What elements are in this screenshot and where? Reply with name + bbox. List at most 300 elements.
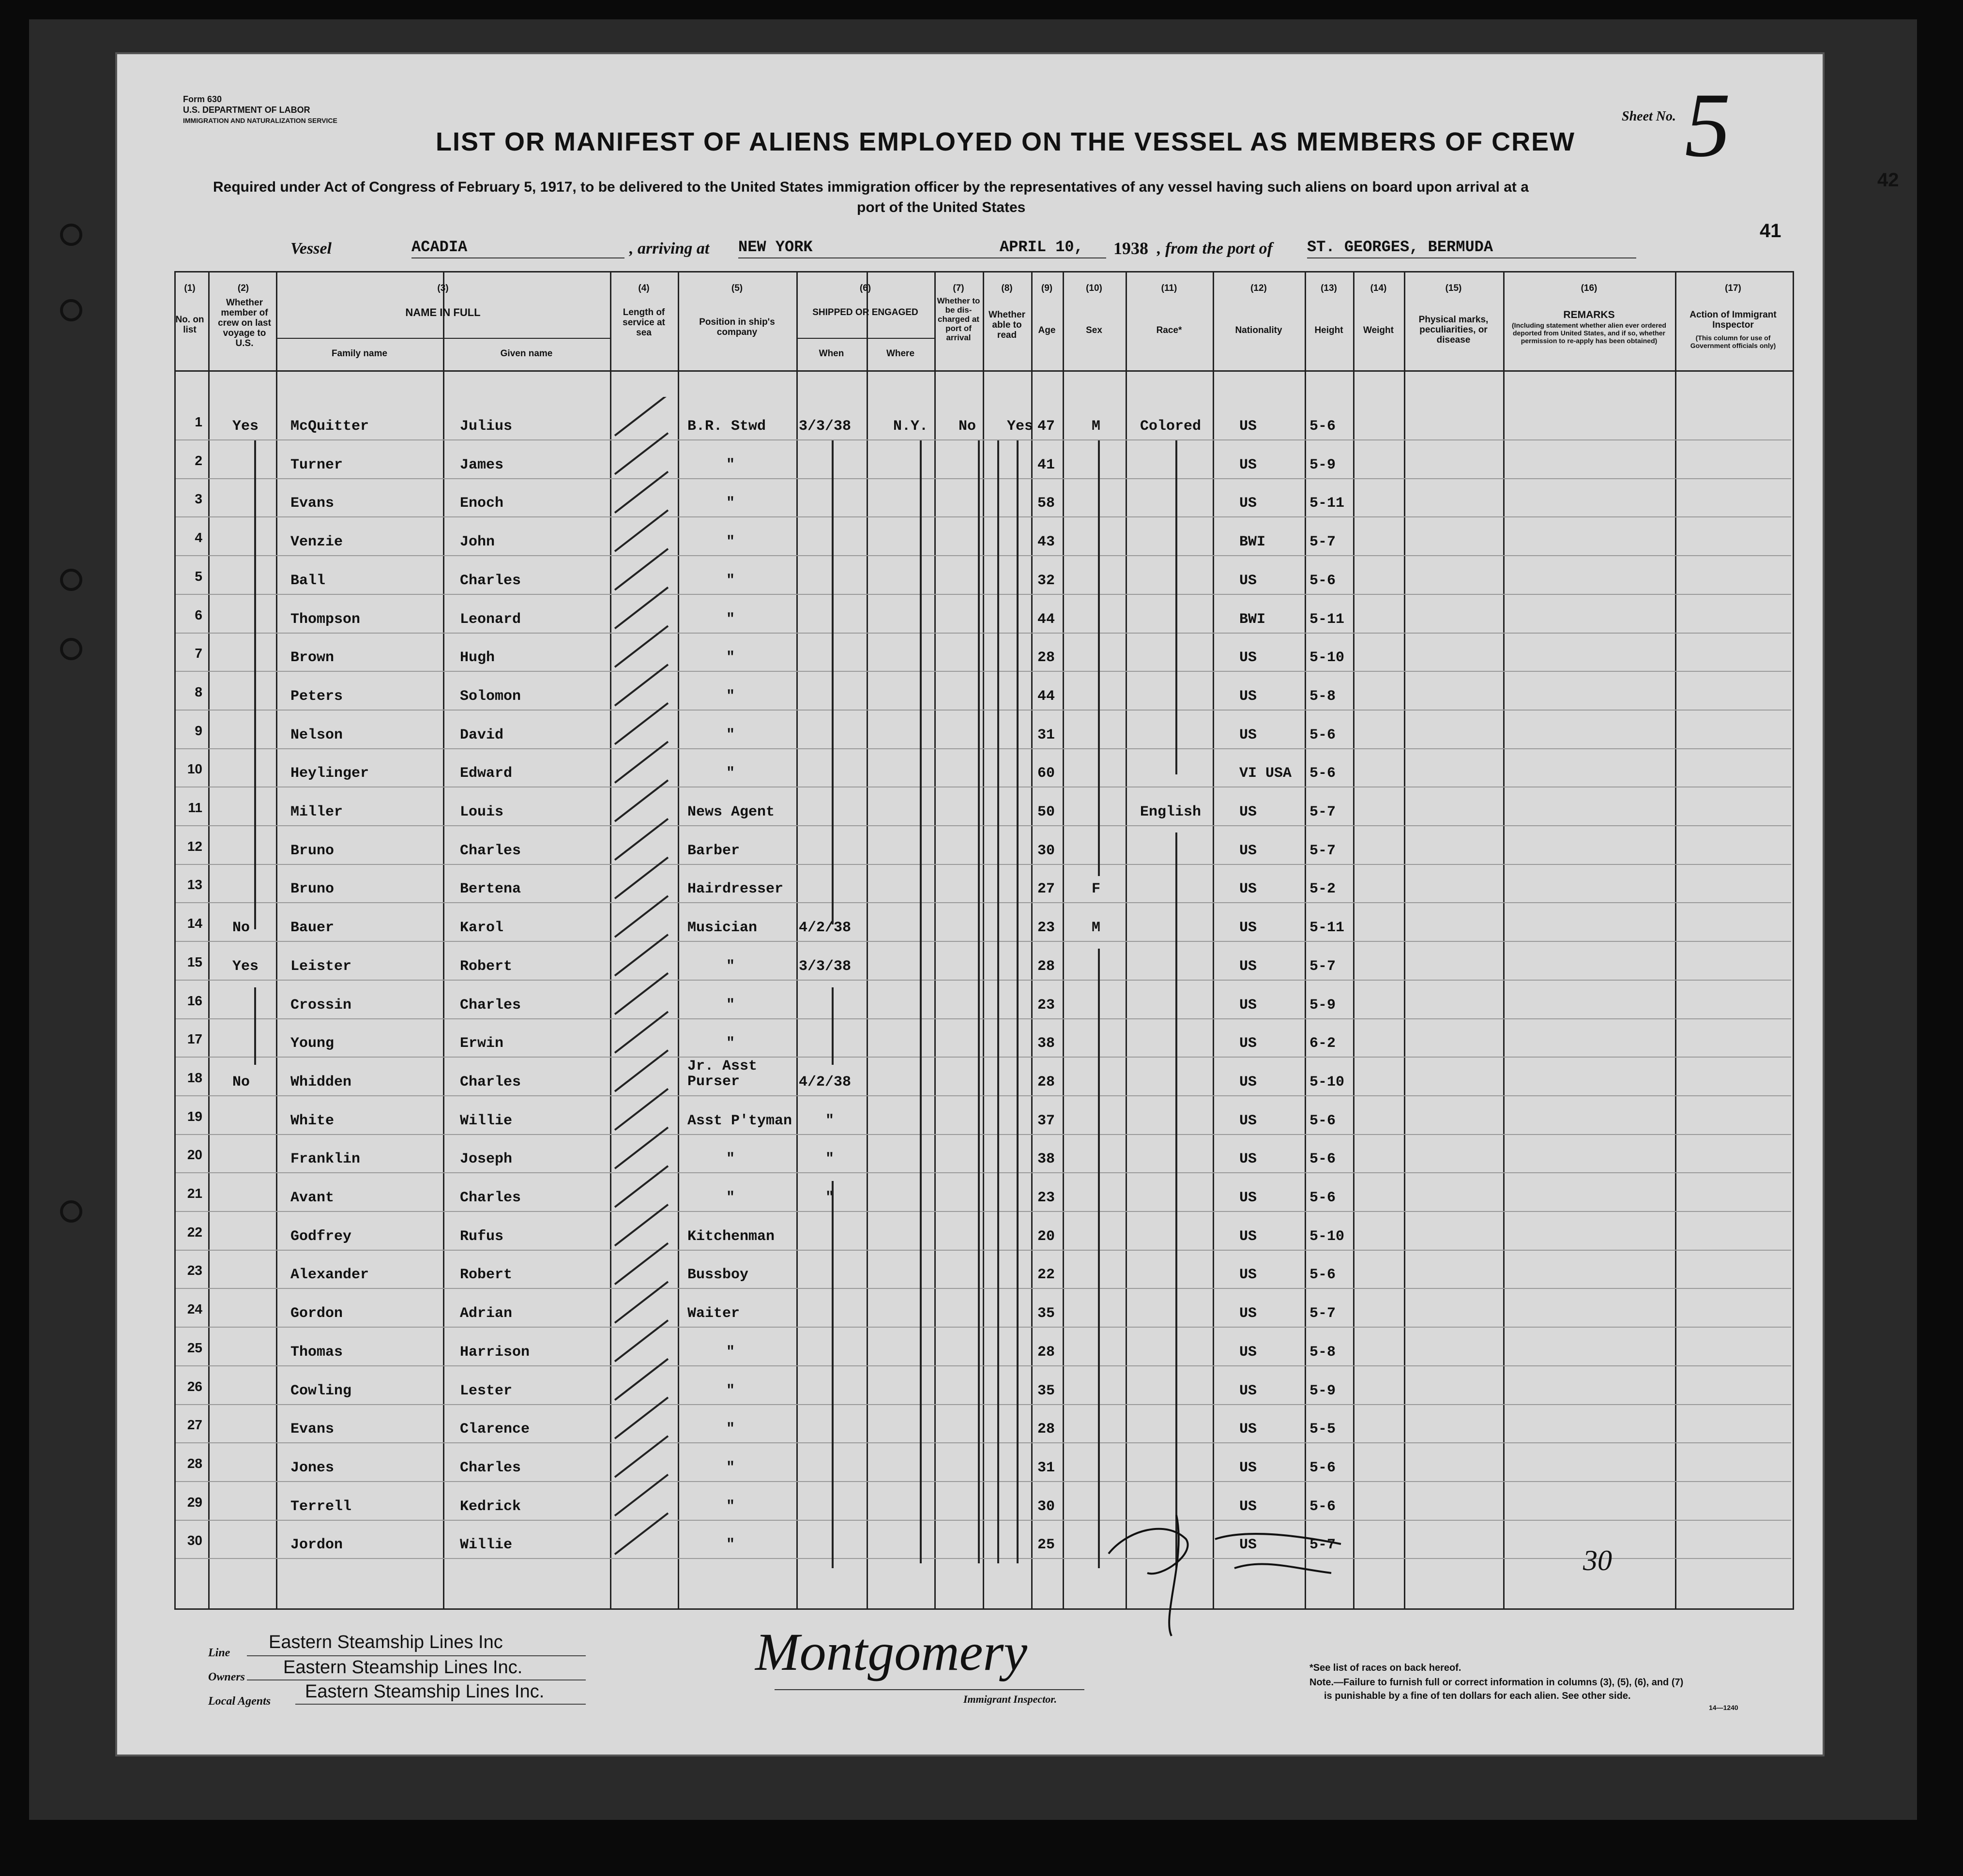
- col-16-number: (16): [1581, 283, 1598, 293]
- col-3-number: (3): [437, 283, 449, 293]
- column-divider: [983, 271, 984, 1608]
- age-cell: 35: [1037, 1382, 1055, 1399]
- col-header-height: Height: [1314, 325, 1343, 335]
- row-rule: [176, 671, 1791, 672]
- height-cell: 5-2: [1309, 881, 1336, 898]
- age-cell: 20: [1037, 1228, 1055, 1245]
- shipped-where-cell: N.Y.: [893, 418, 928, 435]
- service-slash: [615, 1475, 668, 1516]
- row-rule: [176, 980, 1791, 981]
- given-name-cell: Harrison: [460, 1344, 530, 1361]
- given-name-cell: Julius: [460, 418, 513, 435]
- given-name-cell: Willie: [460, 1537, 513, 1554]
- nationality-cell: VI USA: [1239, 765, 1292, 782]
- row-number: 21: [187, 1186, 202, 1201]
- ditto-stroke: [254, 440, 256, 929]
- nationality-cell: BWI: [1239, 611, 1266, 628]
- binder-hole: [60, 299, 82, 321]
- column-divider: [1063, 271, 1064, 1608]
- height-cell: 5-6: [1309, 765, 1336, 782]
- position-cell: ": [726, 688, 735, 705]
- given-name-cell: Edward: [460, 765, 513, 782]
- service-slash: [615, 665, 668, 706]
- col-header-position: Position in ship's company: [699, 317, 775, 337]
- position-cell: ": [726, 765, 735, 782]
- shipped-when-cell: 3/3/38: [799, 958, 852, 975]
- service-slash: [615, 626, 668, 667]
- col-header-physical: Physical marks, peculiarities, or disease: [1418, 315, 1489, 345]
- row-number: 30: [187, 1533, 202, 1548]
- inspector-signature: Montgomery: [755, 1622, 1028, 1681]
- given-name-cell: Charles: [460, 997, 521, 1014]
- row-rule: [176, 1481, 1791, 1482]
- nationality-cell: US: [1239, 1421, 1257, 1438]
- nationality-cell: US: [1239, 1151, 1257, 1168]
- col-17-number: (17): [1725, 283, 1741, 293]
- col-1-number: (1): [184, 283, 196, 293]
- sheet-number: 5: [1685, 75, 1731, 176]
- service-slash: [615, 510, 668, 551]
- given-name-cell: Enoch: [460, 495, 504, 512]
- arriving-label: , arriving at: [629, 240, 710, 257]
- sex-cell: M: [1092, 418, 1101, 435]
- height-cell: 5-7: [1309, 1537, 1336, 1554]
- row-number: 22: [187, 1224, 202, 1240]
- given-name-cell: Adrian: [460, 1305, 513, 1322]
- service-slash: [615, 1050, 668, 1091]
- family-name-cell: Godfrey: [290, 1228, 352, 1245]
- service-slash: [615, 780, 668, 821]
- age-cell: 60: [1037, 765, 1055, 782]
- row-number: 4: [195, 530, 202, 545]
- row-rule: [176, 1057, 1791, 1058]
- family-name-cell: Bruno: [290, 881, 335, 898]
- service-slash: [615, 1436, 668, 1477]
- service-slash: [615, 471, 668, 513]
- position-cell: ": [726, 1459, 735, 1476]
- service-slash: [615, 741, 668, 783]
- column-divider: [934, 271, 936, 1608]
- service-slash: [615, 1205, 668, 1246]
- form-code: 14—1240: [1709, 1704, 1738, 1711]
- age-cell: 31: [1037, 1459, 1055, 1476]
- family-name-cell: Nelson: [290, 726, 343, 743]
- height-cell: 5-6: [1309, 418, 1336, 435]
- column-divider: [1675, 271, 1676, 1608]
- height-cell: 5-9: [1309, 997, 1336, 1014]
- height-cell: 5-11: [1309, 495, 1345, 512]
- position-cell: ": [726, 726, 735, 743]
- column-divider: [867, 271, 868, 1608]
- row-rule: [176, 864, 1791, 865]
- underline: [247, 1655, 586, 1656]
- family-name-cell: Franklin: [290, 1151, 361, 1168]
- row-rule: [176, 478, 1791, 479]
- service-slash: [615, 1320, 668, 1362]
- margin-note: 30: [1583, 1544, 1612, 1576]
- col-header-length-service: Length of service at sea: [623, 307, 665, 338]
- departure-port: ST. GEORGES, BERMUDA: [1307, 238, 1493, 256]
- from-port-label: , from the port of: [1157, 240, 1273, 257]
- family-name-cell: Turner: [290, 456, 343, 473]
- sheet-label: Sheet No.: [1622, 109, 1676, 124]
- nationality-cell: US: [1239, 1382, 1257, 1399]
- age-cell: 38: [1037, 1151, 1055, 1168]
- position-cell: B.R. Stwd: [687, 418, 766, 435]
- family-name-cell: Alexander: [290, 1267, 369, 1284]
- column-divider: [443, 271, 444, 1608]
- row-number: 6: [195, 607, 202, 622]
- subtitle-line-1: Required under Act of Congress of February 5, 1917, to be delivered to the United States immigration officer by the representatives of any vessel having such aliens on board upon arrival at a: [213, 179, 1529, 195]
- age-cell: 38: [1037, 1035, 1055, 1052]
- given-name-cell: Charles: [460, 572, 521, 589]
- age-cell: 31: [1037, 726, 1055, 743]
- col-header-sex: Sex: [1086, 325, 1102, 335]
- given-name-cell: Robert: [460, 1267, 513, 1284]
- height-cell: 5-6: [1309, 1190, 1336, 1206]
- col-header-action: Action of Immigrant Inspector: [1689, 310, 1777, 330]
- position-cell: ": [726, 1421, 735, 1438]
- family-name-cell: Avant: [290, 1190, 335, 1206]
- ditto-stroke: [1175, 832, 1177, 1568]
- row-rule: [176, 1365, 1791, 1366]
- margin-number-41: 41: [1760, 220, 1781, 242]
- age-cell: 32: [1037, 572, 1055, 589]
- row-rule: [176, 1288, 1791, 1289]
- column-divider: [1031, 271, 1033, 1608]
- age-cell: 41: [1037, 456, 1055, 473]
- service-slashes: [600, 397, 687, 1583]
- row-number: 15: [187, 954, 202, 969]
- ditto-stroke: [997, 440, 999, 1563]
- row-rule: [176, 941, 1791, 942]
- position-cell: ": [726, 1035, 735, 1052]
- row-rule: [176, 748, 1791, 749]
- service-slash: [615, 433, 668, 474]
- age-cell: 23: [1037, 1190, 1055, 1206]
- given-name-cell: Karol: [460, 920, 504, 937]
- row-number: 18: [187, 1070, 202, 1085]
- nationality-cell: US: [1239, 1537, 1257, 1554]
- family-name-cell: Bauer: [290, 920, 335, 937]
- margin-number-42: 42: [1877, 169, 1899, 191]
- family-name-cell: Ball: [290, 572, 326, 589]
- underline: [247, 1679, 586, 1680]
- col-7-number: (7): [953, 283, 964, 293]
- service: IMMIGRATION AND NATURALIZATION SERVICE: [183, 117, 337, 124]
- service-slash: [615, 1089, 668, 1130]
- given-name-cell: Leonard: [460, 611, 521, 628]
- line-stamp: Eastern Steamship Lines Inc: [269, 1632, 503, 1652]
- ditto-stroke: [832, 987, 834, 1065]
- service-slash: [615, 857, 668, 898]
- age-cell: 28: [1037, 1344, 1055, 1361]
- given-name-cell: Kedrick: [460, 1498, 521, 1515]
- voyage-cell: Yes: [232, 418, 259, 435]
- height-cell: 5-10: [1309, 1074, 1345, 1090]
- nationality-cell: US: [1239, 572, 1257, 589]
- column-divider: [796, 271, 798, 1608]
- nationality-cell: US: [1239, 1074, 1257, 1090]
- nationality-cell: US: [1239, 1267, 1257, 1284]
- position-cell: ": [726, 534, 735, 551]
- age-cell: 28: [1037, 1074, 1055, 1090]
- department: U.S. DEPARTMENT OF LABOR: [183, 105, 310, 115]
- ditto-stroke: [1175, 440, 1177, 774]
- ditto-stroke: [1098, 440, 1100, 876]
- height-cell: 6-2: [1309, 1035, 1336, 1052]
- col-header-name: NAME IN FULL: [405, 306, 481, 318]
- position-cell: Musician: [687, 920, 758, 937]
- col-header-remarks-note: (Including statement whether alien ever ordered deported from United States, and if so, whether permission to re-apply has been obtained): [1512, 321, 1666, 345]
- position-cell: ": [726, 650, 735, 666]
- height-cell: 5-6: [1309, 1151, 1336, 1168]
- nationality-cell: US: [1239, 1190, 1257, 1206]
- position-cell: Kitchenman: [687, 1228, 775, 1245]
- col-15-number: (15): [1445, 283, 1462, 293]
- row-number: 11: [188, 800, 202, 815]
- voyage-cell: No: [232, 920, 250, 937]
- given-name-cell: Charles: [460, 842, 521, 859]
- ditto-stroke: [832, 440, 834, 924]
- col-header-when: When: [819, 348, 844, 359]
- family-name-cell: Whidden: [290, 1074, 352, 1090]
- service-slash: [615, 1282, 668, 1323]
- nationality-cell: US: [1239, 842, 1257, 859]
- given-name-cell: Charles: [460, 1074, 521, 1090]
- form-number: Form 630: [183, 94, 222, 104]
- service-slash: [615, 549, 668, 590]
- age-cell: 58: [1037, 495, 1055, 512]
- family-name-cell: Thomas: [290, 1344, 343, 1361]
- age-cell: 28: [1037, 1421, 1055, 1438]
- family-name-cell: Young: [290, 1035, 335, 1052]
- shipped-when-cell: 4/2/38: [799, 1074, 852, 1090]
- column-divider: [1305, 271, 1306, 1608]
- col-header-remarks: REMARKS: [1563, 309, 1615, 320]
- position-cell: ": [726, 1498, 735, 1515]
- service-slash: [615, 588, 668, 629]
- age-cell: 35: [1037, 1305, 1055, 1322]
- voyage-cell: Yes: [232, 958, 259, 975]
- column-divider: [1213, 271, 1214, 1608]
- height-cell: 5-8: [1309, 1344, 1336, 1361]
- age-cell: 23: [1037, 997, 1055, 1014]
- nationality-cell: US: [1239, 804, 1257, 820]
- family-name-cell: Leister: [290, 958, 352, 975]
- height-cell: 5-9: [1309, 456, 1336, 473]
- binder-hole: [60, 224, 82, 246]
- position-cell: ": [726, 1382, 735, 1399]
- family-name-cell: Cowling: [290, 1382, 352, 1399]
- row-rule: [176, 1404, 1791, 1405]
- given-name-cell: Robert: [460, 958, 513, 975]
- age-cell: 25: [1037, 1537, 1055, 1554]
- col-8-number: (8): [1001, 283, 1013, 293]
- ditto-stroke: [1098, 949, 1100, 1568]
- service-slash: [615, 703, 668, 744]
- height-cell: 5-6: [1309, 572, 1336, 589]
- position-cell: ": [726, 958, 735, 975]
- col-5-number: (5): [731, 283, 743, 293]
- race-cell: English: [1140, 804, 1202, 820]
- row-number: 7: [195, 646, 202, 661]
- family-name-cell: Jordon: [290, 1537, 343, 1554]
- ditto-stroke: [254, 987, 256, 1065]
- discharged-cell: No: [959, 418, 976, 435]
- given-name-cell: Clarence: [460, 1421, 530, 1438]
- nationality-cell: US: [1239, 1344, 1257, 1361]
- position-cell: ": [726, 997, 735, 1014]
- age-cell: 44: [1037, 611, 1055, 628]
- height-cell: 5-6: [1309, 1112, 1336, 1129]
- col-14-number: (14): [1370, 283, 1387, 293]
- given-name-cell: Charles: [460, 1190, 521, 1206]
- row-rule: [176, 1018, 1791, 1019]
- family-name-cell: Venzie: [290, 534, 343, 551]
- given-name-cell: Hugh: [460, 650, 495, 666]
- col-header-race: Race*: [1156, 325, 1182, 335]
- row-number: 14: [187, 916, 202, 931]
- height-cell: 5-7: [1309, 534, 1336, 551]
- row-rule: [176, 633, 1791, 634]
- given-name-cell: Lester: [460, 1382, 513, 1399]
- column-divider: [276, 271, 277, 1608]
- row-number: 2: [195, 453, 202, 468]
- age-cell: 50: [1037, 804, 1055, 820]
- subtitle-line-2: port of the United States: [857, 199, 1026, 215]
- local-agents-stamp: Eastern Steamship Lines Inc.: [305, 1681, 545, 1702]
- col-10-number: (10): [1086, 283, 1102, 293]
- row-number: 12: [187, 838, 202, 854]
- family-name-cell: Crossin: [290, 997, 352, 1014]
- nationality-cell: US: [1239, 1305, 1257, 1322]
- col-header-shipped: SHIPPED OR ENGAGED: [812, 307, 918, 318]
- row-number: 3: [195, 491, 202, 507]
- manifest-table: [174, 271, 1794, 1610]
- service-slash: [615, 1243, 668, 1284]
- nationality-cell: US: [1239, 688, 1257, 705]
- row-rule: [176, 1095, 1791, 1096]
- row-rule: [176, 825, 1791, 826]
- row-number: 23: [187, 1263, 202, 1278]
- service-slash: [615, 973, 668, 1014]
- given-name-cell: James: [460, 456, 504, 473]
- service-slash: [615, 819, 668, 860]
- age-cell: 28: [1037, 650, 1055, 666]
- nationality-cell: US: [1239, 1228, 1257, 1245]
- arrival-port: NEW YORK: [738, 238, 813, 256]
- given-name-cell: Joseph: [460, 1151, 513, 1168]
- shipped-header-rule: [796, 338, 934, 339]
- inspector-label: Immigrant Inspector.: [963, 1693, 1057, 1705]
- column-divider: [1353, 271, 1354, 1608]
- nationality-cell: US: [1239, 1459, 1257, 1476]
- height-cell: 5-9: [1309, 1382, 1336, 1399]
- service-slash: [615, 1513, 668, 1554]
- row-rule: [176, 1172, 1791, 1173]
- service-slash: [615, 1012, 668, 1053]
- height-cell: 5-7: [1309, 1305, 1336, 1322]
- nationality-cell: US: [1239, 958, 1257, 975]
- family-name-cell: Thompson: [290, 611, 361, 628]
- underline: [411, 257, 624, 258]
- row-number: 25: [187, 1340, 202, 1355]
- given-name-cell: David: [460, 726, 504, 743]
- age-cell: 30: [1037, 1498, 1055, 1515]
- row-number: 24: [187, 1301, 202, 1317]
- family-name-cell: Evans: [290, 495, 335, 512]
- nationality-cell: US: [1239, 495, 1257, 512]
- given-name-cell: Charles: [460, 1459, 521, 1476]
- nationality-cell: US: [1239, 650, 1257, 666]
- row-rule: [176, 1250, 1791, 1251]
- vessel-name: ACADIA: [411, 238, 468, 256]
- position-cell: Hairdresser: [687, 881, 784, 898]
- height-cell: 5-10: [1309, 1228, 1345, 1245]
- races-note: *See list of races on back hereof.: [1309, 1663, 1461, 1673]
- col-4-number: (4): [638, 283, 650, 293]
- line-label: Line: [208, 1647, 230, 1659]
- height-cell: 5-8: [1309, 688, 1336, 705]
- position-cell: ": [726, 572, 735, 589]
- col-header-no: No. on list: [175, 315, 204, 335]
- row-number: 8: [195, 684, 202, 699]
- shipped-when-cell: ": [825, 1151, 835, 1168]
- row-number: 19: [187, 1108, 202, 1124]
- ditto-stroke: [832, 1181, 834, 1568]
- position-cell: Bussboy: [687, 1267, 749, 1284]
- family-name-cell: McQuitter: [290, 418, 369, 435]
- race-cell: Colored: [1140, 418, 1202, 435]
- penalty-note-2: is punishable by a fine of ten dollars for each alien. See other side.: [1324, 1691, 1631, 1701]
- col-6-number: (6): [859, 283, 871, 293]
- row-rule: [176, 1134, 1791, 1135]
- nationality-cell: US: [1239, 1035, 1257, 1052]
- given-name-cell: John: [460, 534, 495, 551]
- given-name-cell: Rufus: [460, 1228, 504, 1245]
- family-name-cell: Miller: [290, 804, 343, 820]
- nationality-cell: US: [1239, 418, 1257, 435]
- height-cell: 5-11: [1309, 920, 1345, 937]
- row-number: 16: [187, 993, 202, 1008]
- nationality-cell: US: [1239, 997, 1257, 1014]
- arrival-date: APRIL 10,: [1000, 238, 1083, 256]
- ditto-stroke: [920, 440, 922, 1563]
- col-header-where: Where: [886, 348, 915, 359]
- col-header-age: Age: [1038, 325, 1056, 335]
- row-rule: [176, 439, 1791, 440]
- col-header-weight: Weight: [1363, 325, 1394, 335]
- service-slash: [615, 896, 668, 937]
- ditto-stroke: [1017, 440, 1019, 1563]
- age-cell: 47: [1037, 418, 1055, 435]
- able-read-cell: Yes: [1007, 418, 1034, 435]
- binder-hole: [60, 569, 82, 591]
- age-cell: 28: [1037, 958, 1055, 975]
- height-cell: 5-7: [1309, 804, 1336, 820]
- nationality-cell: US: [1239, 456, 1257, 473]
- column-divider: [1126, 271, 1127, 1608]
- row-number: 26: [187, 1378, 202, 1394]
- row-number: 9: [195, 723, 202, 738]
- nationality-cell: US: [1239, 881, 1257, 898]
- sex-cell: F: [1092, 881, 1101, 898]
- col-header-last-voyage: Whether member of crew on last voyage to U.S.: [218, 298, 271, 348]
- row-rule: [176, 555, 1791, 556]
- given-name-cell: Willie: [460, 1112, 513, 1129]
- position-cell: ": [726, 611, 735, 628]
